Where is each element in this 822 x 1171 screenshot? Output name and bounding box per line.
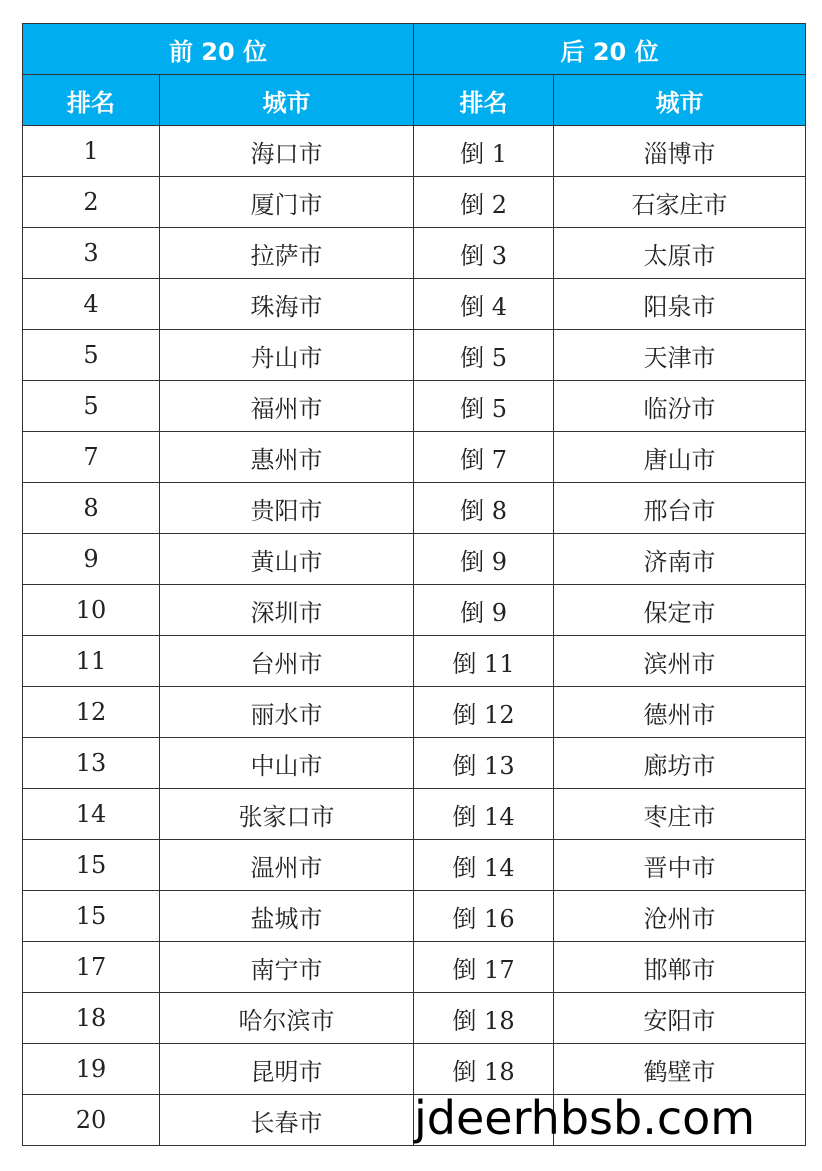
city-column-header: 城市 [160, 75, 414, 126]
city-cell: 珠海市 [160, 279, 414, 330]
city-back-cell: 天津市 [554, 330, 806, 381]
rank-cell: 1 [23, 126, 160, 177]
rank-cell: 8 [23, 483, 160, 534]
rank-back-cell: 倒 2 [414, 177, 554, 228]
table-body [23, 126, 806, 1146]
city-cell: 台州市 [160, 636, 414, 687]
city-cell: 贵阳市 [160, 483, 414, 534]
city-cell: 长春市 [160, 1095, 414, 1146]
city-cell: 盐城市 [160, 891, 414, 942]
rank-back-cell: 倒 18 [414, 1044, 554, 1095]
rank-back-cell: 倒 5 [414, 330, 554, 381]
city-cell: 丽水市 [160, 687, 414, 738]
city-back-cell: 沧州市 [554, 891, 806, 942]
city-back-cell: 滨州市 [554, 636, 806, 687]
table-row [23, 891, 806, 942]
top-20-group-header: 前 20 位 [23, 24, 414, 75]
rank-cell: 10 [23, 585, 160, 636]
rank-cell: 20 [23, 1095, 160, 1146]
city-back-column-header: 城市 [554, 75, 806, 126]
city-cell: 惠州市 [160, 432, 414, 483]
table-row [23, 585, 806, 636]
rank-back-cell: 倒 11 [414, 636, 554, 687]
rank-cell: 9 [23, 534, 160, 585]
city-back-cell: 石家庄市 [554, 177, 806, 228]
city-cell: 深圳市 [160, 585, 414, 636]
city-back-cell: 德州市 [554, 687, 806, 738]
rank-cell: 15 [23, 891, 160, 942]
rank-back-cell: 倒 12 [414, 687, 554, 738]
city-back-cell: 济南市 [554, 534, 806, 585]
table-row [23, 738, 806, 789]
rank-cell: 14 [23, 789, 160, 840]
rank-back-column-header: 排名 [414, 75, 554, 126]
table-row [23, 126, 806, 177]
city-back-cell: 枣庄市 [554, 789, 806, 840]
city-cell: 昆明市 [160, 1044, 414, 1095]
rank-cell: 5 [23, 330, 160, 381]
rank-back-cell: 倒 14 [414, 789, 554, 840]
table-row [23, 840, 806, 891]
rank-back-cell: 倒 7 [414, 432, 554, 483]
rank-back-cell: 倒 5 [414, 381, 554, 432]
city-back-cell: 太原市 [554, 228, 806, 279]
city-back-cell: 邯郸市 [554, 942, 806, 993]
rank-cell: 4 [23, 279, 160, 330]
rank-back-cell: 倒 17 [414, 942, 554, 993]
city-back-cell: 临汾市 [554, 381, 806, 432]
city-back-cell: 阳泉市 [554, 279, 806, 330]
city-cell: 福州市 [160, 381, 414, 432]
rank-back-cell: 倒 3 [414, 228, 554, 279]
rank-cell: 11 [23, 636, 160, 687]
table-row [23, 789, 806, 840]
rank-back-cell: 倒 13 [414, 738, 554, 789]
rank-back-cell: 倒 9 [414, 534, 554, 585]
city-back-cell: 鹤壁市 [554, 1044, 806, 1095]
city-cell: 哈尔滨市 [160, 993, 414, 1044]
rank-cell: 19 [23, 1044, 160, 1095]
table-header [23, 24, 806, 126]
rank-cell: 7 [23, 432, 160, 483]
rank-back-cell: 倒 14 [414, 840, 554, 891]
rank-cell: 18 [23, 993, 160, 1044]
group-header-row [23, 24, 806, 75]
rank-cell: 12 [23, 687, 160, 738]
table-row [23, 636, 806, 687]
city-cell: 中山市 [160, 738, 414, 789]
table-row [23, 381, 806, 432]
rank-column-header: 排名 [23, 75, 160, 126]
city-cell: 拉萨市 [160, 228, 414, 279]
rank-cell: 13 [23, 738, 160, 789]
column-header-row [23, 75, 806, 126]
city-back-cell: 唐山市 [554, 432, 806, 483]
rank-cell: 2 [23, 177, 160, 228]
city-cell: 南宁市 [160, 942, 414, 993]
city-cell: 海口市 [160, 126, 414, 177]
rank-cell: 5 [23, 381, 160, 432]
table-row [23, 1044, 806, 1095]
rank-cell: 3 [23, 228, 160, 279]
table-row [23, 483, 806, 534]
table-row [23, 228, 806, 279]
table-row [23, 279, 806, 330]
city-cell: 温州市 [160, 840, 414, 891]
city-ranking-table [22, 23, 806, 1146]
city-back-cell: 安阳市 [554, 993, 806, 1044]
rank-back-cell: 倒 16 [414, 891, 554, 942]
table-row [23, 330, 806, 381]
table-row [23, 177, 806, 228]
rank-back-cell: 倒 9 [414, 585, 554, 636]
city-cell: 舟山市 [160, 330, 414, 381]
city-cell: 厦门市 [160, 177, 414, 228]
rank-cell: 15 [23, 840, 160, 891]
rank-back-cell: 倒 8 [414, 483, 554, 534]
city-back-cell: 淄博市 [554, 126, 806, 177]
rank-back-cell: 倒 4 [414, 279, 554, 330]
rank-back-cell: 倒 18 [414, 993, 554, 1044]
table-row [23, 993, 806, 1044]
city-back-cell: 廊坊市 [554, 738, 806, 789]
city-back-cell: 保定市 [554, 585, 806, 636]
watermark-text: jdeerhbsb.com [414, 1091, 756, 1145]
table-row [23, 687, 806, 738]
rank-back-cell: 倒 1 [414, 126, 554, 177]
bottom-20-group-header: 后 20 位 [414, 24, 806, 75]
city-cell: 张家口市 [160, 789, 414, 840]
table-row [23, 432, 806, 483]
rank-cell: 17 [23, 942, 160, 993]
table-row [23, 534, 806, 585]
table-row [23, 942, 806, 993]
city-back-cell: 晋中市 [554, 840, 806, 891]
city-back-cell: 邢台市 [554, 483, 806, 534]
city-cell: 黄山市 [160, 534, 414, 585]
